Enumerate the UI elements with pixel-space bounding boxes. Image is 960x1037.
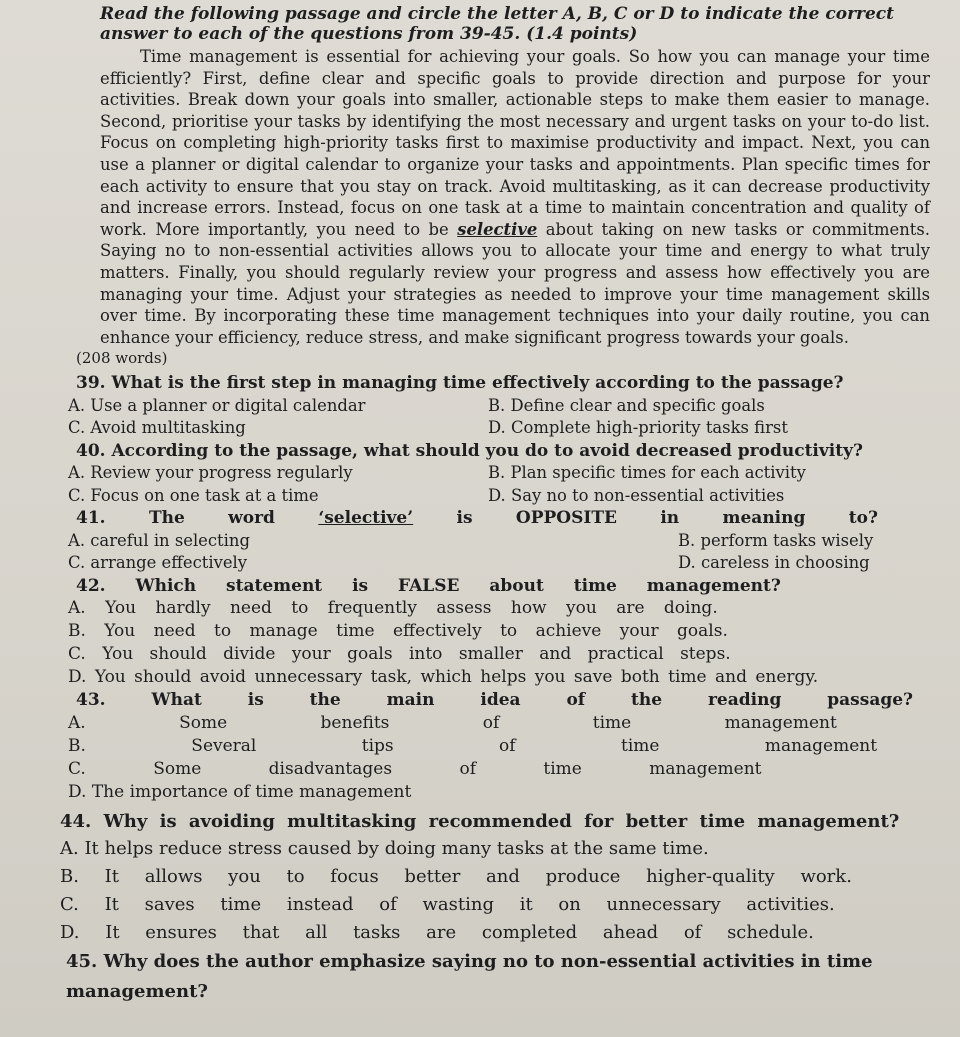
- question-42-stem: 42. Which statement is FALSE about time management?: [76, 575, 781, 596]
- option-44-d[interactable]: D. It ensures that all tasks are completed ahead of schedule.: [60, 921, 814, 943]
- option-41-b[interactable]: B. perform tasks wisely: [678, 530, 874, 550]
- option-43-a[interactable]: A. Some benefits of time management: [68, 712, 837, 733]
- question-41-options: [68, 530, 942, 575]
- reading-passage: [100, 46, 930, 348]
- q41-to: to?: [848, 508, 878, 529]
- q41-is: is: [456, 508, 473, 529]
- option-44-a[interactable]: A. It helps reduce stress caused by doing many tasks at the same time.: [60, 837, 709, 859]
- option-40-a[interactable]: A. Review your progress regularly: [68, 463, 353, 483]
- option-44-b[interactable]: B. It allows you to focus better and produce higher-quality work.: [60, 865, 852, 887]
- word-count: (208 words): [76, 349, 168, 368]
- question-45: [66, 947, 922, 1007]
- question-44-stem: 44. Why is avoiding multitasking recommended for better time management?: [60, 810, 900, 832]
- passage-text-2: about taking on new tasks or commitments. Saying no to non-essential activities allows you to allocate your time and energy to what truly matters. Finally, you should regularly review your progress and assess how effectively you are managing your time. Adjust your strategies as needed to improve your time management skills over time. By incorporating these time management techniques into your daily routine, you can enhance your efficiency, reduce stress, and make significant progress towards your goals.: [100, 219, 931, 347]
- question-43: [76, 689, 942, 712]
- option-43-b[interactable]: B. Several tips of time management: [68, 735, 878, 756]
- q41-num: 41.: [76, 508, 106, 529]
- q41-term: ‘selective’: [318, 508, 414, 529]
- option-41-d[interactable]: D. careless in choosing: [678, 553, 870, 573]
- instructions: Read the following passage and circle the letter A, B, C or D to indicate the correct answer to each of the questions from 39-45. (1.4 points): [100, 4, 895, 44]
- option-43-d[interactable]: D. The importance of time management: [68, 781, 412, 802]
- option-39-d[interactable]: D. Complete high-priority tasks first: [488, 418, 788, 438]
- question-43-stem: 43. What is the main idea of the reading passage?: [76, 690, 913, 711]
- option-41-c[interactable]: C. arrange effectively: [68, 553, 248, 573]
- underlined-word: selective: [457, 219, 538, 239]
- option-43-c[interactable]: C. Some disadvantages of time management: [68, 758, 762, 779]
- option-40-c[interactable]: C. Focus on one task at a time: [68, 485, 319, 505]
- question-45-stem: 45. Why does the author emphasize saying no to non-essential activities in time management?: [66, 950, 873, 1002]
- option-42-a[interactable]: A. You hardly need to frequently assess how you are doing.: [68, 598, 718, 619]
- question-42: [76, 575, 942, 598]
- option-40-b[interactable]: B. Plan specific times for each activity: [488, 463, 806, 483]
- q41-meaning: meaning: [722, 508, 806, 529]
- option-42-c[interactable]: C. You should divide your goals into smaller and practical steps.: [68, 644, 731, 665]
- question-40: [76, 440, 942, 463]
- question-40-stem: 40. According to the passage, what should you do to avoid decreased productivity?: [76, 440, 863, 461]
- q41-the: The: [148, 508, 185, 529]
- option-41-a[interactable]: A. careful in selecting: [68, 530, 250, 550]
- option-39-a[interactable]: A. Use a planner or digital calendar: [68, 395, 366, 415]
- option-42-b[interactable]: B. You need to manage time effectively to achieve your goals.: [68, 621, 728, 642]
- q41-opposite: OPPOSITE: [515, 508, 617, 529]
- option-39-b[interactable]: B. Define clear and specific goals: [488, 395, 765, 415]
- option-40-d[interactable]: D. Say no to non-essential activities: [488, 485, 785, 505]
- question-39: [76, 372, 942, 395]
- question-39-stem: 39. What is the first step in managing time effectively according to the passage?: [76, 373, 844, 394]
- option-42-d[interactable]: D. You should avoid unnecessary task, which helps you save both time and energy.: [68, 667, 819, 688]
- option-44-c[interactable]: C. It saves time instead of wasting it on unnecessary activities.: [60, 893, 835, 915]
- q41-in: in: [660, 508, 680, 529]
- q41-word: word: [228, 508, 275, 529]
- passage-text-1: Time management is essential for achieving your goals. So how you can manage your time efficiently? First, define clear and specific goals to provide direction and purpose for your activities. Break down your goals into smaller, actionable steps to make them easier to manage. Second, prioritise your tasks by identifying the most necessary and urgent tasks on your to-do list. Focus on completing high-priority tasks first to maximise productivity and impact. Next, you can use a planner or digital calendar to organize your tasks and appointments. Plan specific times for each activity to ensure that you stay on track. Avoid multitasking, as it can decrease productivity and increase errors. Instead, focus on one task at a time to maintain concentration and quality of work. More importantly, you need to be: [100, 47, 930, 239]
- question-41-stem: [76, 507, 878, 530]
- question-39-options: [68, 395, 942, 440]
- option-39-c[interactable]: C. Avoid multitasking: [68, 418, 246, 438]
- question-40-options: [68, 462, 942, 507]
- question-44: [60, 808, 942, 835]
